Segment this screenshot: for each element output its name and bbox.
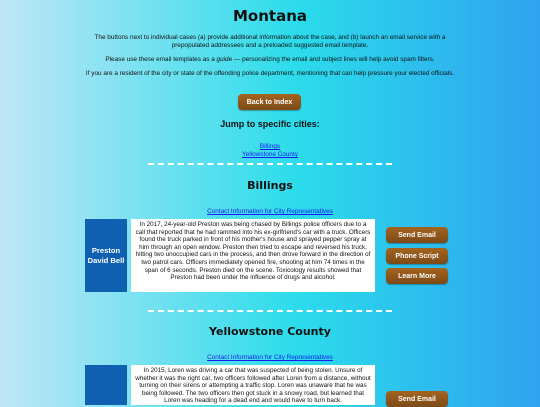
phone-script-button[interactable]: Phone Script — [386, 248, 448, 264]
jump-title: Jump to specific cities: — [220, 119, 320, 129]
case-name-box — [85, 365, 127, 405]
case-name-box — [85, 219, 127, 292]
intro-paragraph-3: If you are a resident of the city or state of the offending police department, mentioning that can help pressure your elected officials. — [85, 70, 455, 77]
intro-paragraph-2: Please use these email templates as a guide — personalizing the email and subject lines will help avoid spam filters. — [105, 56, 435, 63]
case-story: In 2017, 24-year-old Preston was being chased by Billings police officers due to a call that reported that he had rammed into his ex-girlfriend's car with a truck. Officers found the truck parked in front of his mother's house and sprayed pepper spray at him through an open window. Preston then tried to escape and reversed his truck, hitting two unoccupied cars in the process, and then drove forward in the direction of two patrol cars. Officers immediately opened fire, shooting at him 74 times in the span of 6 seconds. Preston died on the scene. Toxicology results showed that Preston had been under the influence of drugs and alcohol. — [131, 219, 375, 292]
intro-paragraph-1: The buttons next to individual cases (a) provide additional information about the case, and (b) launch an email service with a prepopulated addressees and a preloaded suggested email template. — [94, 34, 446, 49]
send-email-button[interactable]: Send Email — [386, 391, 448, 407]
page-title: Montana — [232, 7, 307, 25]
contact-link-yellowstone-county[interactable]: Contact Information for City Representatives — [207, 354, 333, 361]
jump-link-wrapper-yellowstone — [0, 143, 540, 161]
section-divider — [148, 163, 392, 165]
back-to-index-button[interactable]: Back to Index — [238, 94, 301, 110]
jump-link-yellowstone-county[interactable]: Yellowstone County — [242, 151, 298, 158]
learn-more-button[interactable]: Learn More — [386, 268, 448, 284]
case-name: Preston David Bell — [87, 245, 125, 265]
contact-link-wrapper-billings — [0, 200, 540, 218]
jump-link-billings[interactable]: Billings — [259, 143, 281, 150]
section-title-yellowstone-county: Yellowstone County — [209, 325, 331, 338]
section-title-billings: Billings — [247, 179, 293, 192]
contact-link-billings[interactable]: Contact Information for City Representatives — [207, 208, 333, 215]
case-story: In 2015, Loren was driving a car that was suspected of being stolen. Unsure of whether it was the right car, two officers followed after Loren from a distance, without turning on their sirens or attempting a traffic stop. Loren was unaware that he was being followed. The two officers then got stuck in a snowy road, but learned that Loren was heading for a dead end and would have to turn back. — [131, 365, 375, 405]
section-divider — [148, 310, 392, 312]
contact-link-wrapper-yellowstone — [0, 346, 540, 364]
send-email-button[interactable]: Send Email — [386, 227, 448, 243]
